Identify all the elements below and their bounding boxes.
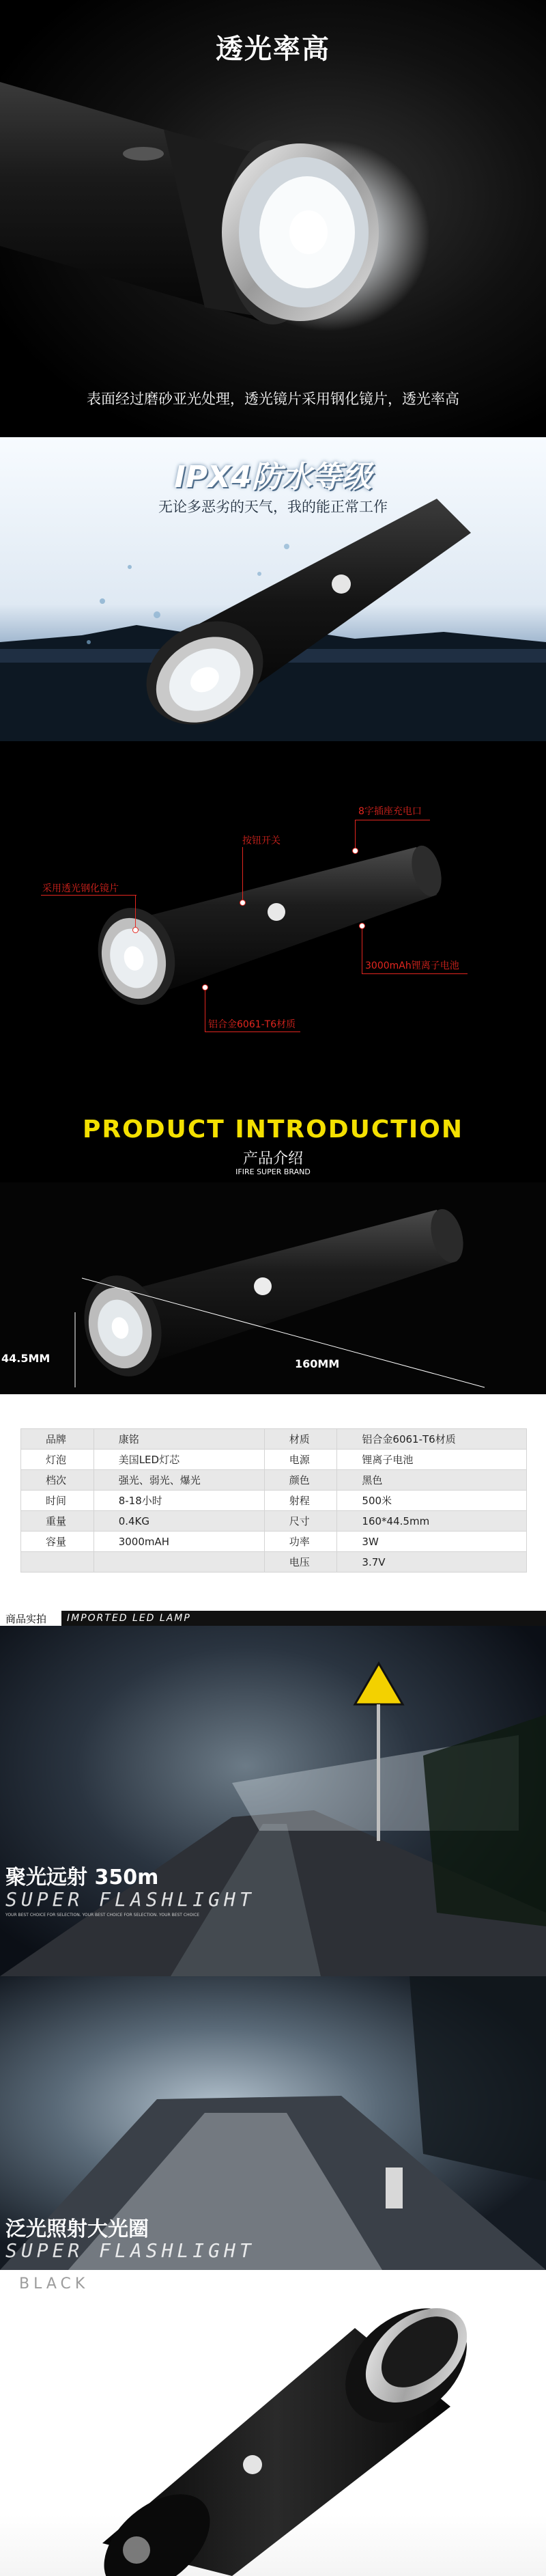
product-intro-section [0,1090,546,1626]
charge-port-line-v [355,820,356,850]
flood-light-title: 泛光照射大光圈 [5,2217,149,2241]
charge-port-callout: 8字插座充电口 [358,806,422,817]
long-range-tagline: YOUR BEST CHOICE FOR SELECTION. YOUR BEST CHOICE FOR SELECTION. YOUR BEST CHOICE [5,1913,200,1917]
spec-value: 3W [337,1532,527,1552]
spec-row [21,1491,527,1511]
spec-value: 3000mAH [94,1532,264,1552]
dimension-height: 44.5MM [1,1352,51,1365]
spec-label: 容量 [21,1532,94,1552]
long-range-section [0,1626,546,1976]
spec-value: 黑色 [337,1470,527,1491]
body-dot [202,984,208,991]
lens-callout: 采用透光钢化镜片 [42,883,119,894]
black-color-section [0,2270,546,2576]
spec-value: 3.7V [337,1552,527,1573]
photo-banner: IMPORTED LED LAMP [61,1611,546,1626]
flashlight-features-image [0,741,546,1090]
switch-line [242,847,243,902]
spec-row [21,1511,527,1532]
switch-dot [240,900,246,906]
spec-row [21,1429,527,1450]
spec-label: 功率 [264,1532,337,1552]
photo-bar [0,1609,546,1626]
color-label: BLACK [19,2275,89,2293]
transmittance-section [0,0,546,437]
long-range-subtitle: SUPER FLASHLIGHT [5,1888,255,1911]
flood-light-section [0,1976,546,2270]
transmittance-caption: 表面经过磨砂亚光处理，透光镜片采用钢化镜片，透光率高 [87,391,459,407]
spec-row [21,1450,527,1470]
product-photo [0,1182,546,1394]
spec-label: 重量 [21,1511,94,1532]
spec-label: 时间 [21,1491,94,1511]
spec-value: 美国LED灯芯 [94,1450,264,1470]
waterproof-section [0,437,546,741]
lens-dot [132,927,139,933]
switch-callout: 按钮开关 [242,835,281,846]
spec-label: 电压 [264,1552,337,1573]
spec-value [94,1552,264,1573]
spec-row [21,1532,527,1552]
spec-label: 射程 [264,1491,337,1511]
spec-label: 灯泡 [21,1450,94,1470]
battery-callout: 3000mAh锂离子电池 [365,960,459,971]
spec-value: 康铭 [94,1429,264,1450]
body-callout: 铝合金6061-T6材质 [208,1019,296,1030]
spec-label: 品牌 [21,1429,94,1450]
flood-light-subtitle: SUPER FLASHLIGHT [5,2239,255,2262]
lens-line [41,895,136,896]
features-section [0,741,546,1090]
product-intro-heading: PRODUCT INTRODUCTION [83,1116,463,1144]
road-night-scene [0,1626,546,1976]
spec-row [21,1552,527,1573]
battery-dot [359,923,365,929]
spec-table [20,1428,527,1573]
transmittance-title: 透光率高 [216,33,330,65]
spec-label: 材质 [264,1429,337,1450]
waterproof-title: IPX4防水等级 [174,460,372,495]
photo-label: 商品实拍 [5,1613,47,1625]
spec-row [21,1470,527,1491]
spec-label: 颜色 [264,1470,337,1491]
dimension-length: 160MM [295,1357,340,1370]
spec-value: 强光、弱光、爆光 [94,1470,264,1491]
long-range-title: 聚光远射 350m [5,1866,159,1889]
spec-value: 锂离子电池 [337,1450,527,1470]
flashlight-image [0,0,546,437]
charge-port-dot [352,848,358,854]
product-intro-heading-cn: 产品介绍 [242,1150,303,1167]
spec-value: 0.4KG [94,1511,264,1532]
spec-value: 160*44.5mm [337,1511,527,1532]
product-brand: IFIRE SUPER BRAND [235,1167,311,1176]
body-line-h [205,1031,300,1032]
spec-label: 尺寸 [264,1511,337,1532]
waterproof-subtitle: 无论多恶劣的天气，我的能正常工作 [158,499,388,515]
spec-label [21,1552,94,1573]
lens-line-v [135,895,136,929]
spec-label: 电源 [264,1450,337,1470]
black-flashlight-image [0,2270,546,2576]
spec-label: 档次 [21,1470,94,1491]
flashlight-dimension-image [0,1182,546,1394]
spec-value: 铝合金6061-T6材质 [337,1429,527,1450]
battery-line-h [362,973,468,974]
spec-value: 8-18小时 [94,1491,264,1511]
spec-value: 500米 [337,1491,527,1511]
